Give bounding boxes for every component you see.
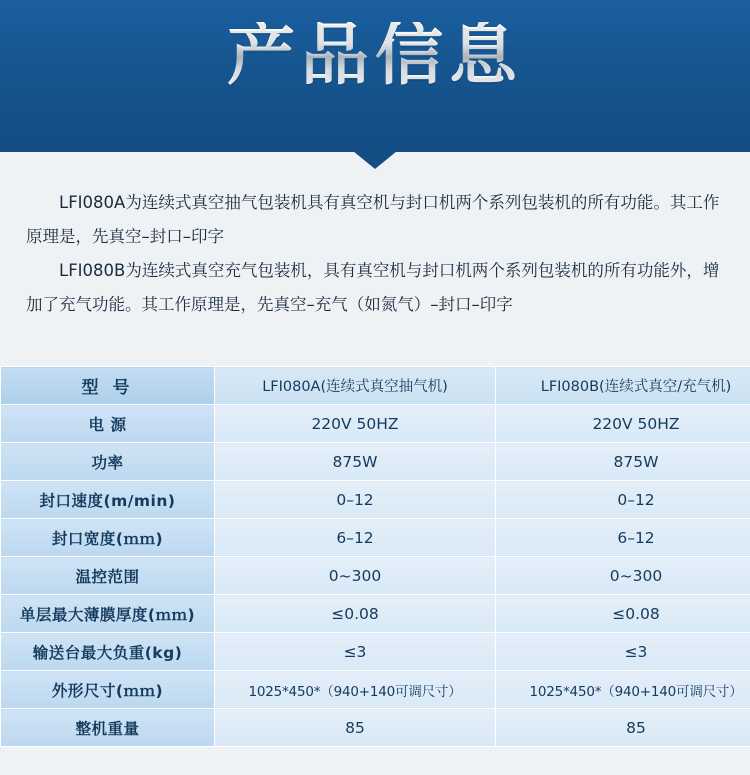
table-row <box>1 557 750 595</box>
spec-label-cell: 单层最大薄膜厚度(ｍｍ) <box>1 595 215 633</box>
spec-value-cell-model-b: 6–12 <box>496 519 750 557</box>
spec-label-cell: 封口宽度(ｍｍ) <box>1 519 215 557</box>
spec-table <box>0 366 750 747</box>
description-paragraph-1: LFI080A为连续式真空抽气包装机具有真空机与封口机两个系列包装机的所有功能。其工作原理是，先真空–封口–印字 <box>26 193 720 246</box>
spec-value-cell-model-b: 0–12 <box>496 481 750 519</box>
spec-label-cell: 外形尺寸(ｍｍ) <box>1 671 215 709</box>
spec-value-cell-model-a: 0–12 <box>215 481 496 519</box>
table-row <box>1 633 750 671</box>
spec-value-cell-model-a: 85 <box>215 709 496 747</box>
spec-value-cell-model-a: LFI080A(连续式真空抽气机) <box>215 367 496 405</box>
header-banner <box>0 0 750 152</box>
spec-label-cell: 电 源 <box>1 405 215 443</box>
spec-value-cell-model-a: ≤3 <box>215 633 496 671</box>
product-description <box>0 152 750 322</box>
spec-value-cell-model-b: ≤3 <box>496 633 750 671</box>
table-row <box>1 367 750 405</box>
spec-value-cell-model-a: 0~300 <box>215 557 496 595</box>
spec-label-cell: 功率 <box>1 443 215 481</box>
spec-value-cell-model-b: 0~300 <box>496 557 750 595</box>
spec-value-cell-model-b: LFI080B(连续式真空/充气机) <box>496 367 750 405</box>
spec-value-cell-model-b: 1025*450*（940+140可调尺寸） <box>496 671 750 709</box>
spec-value-cell-model-a: 875W <box>215 443 496 481</box>
spec-value-cell-model-b: 875W <box>496 443 750 481</box>
description-paragraph-2: LFI080B为连续式真空充气包装机，具有真空机与封口机两个系列包装机的所有功能外，增加了充气功能。其工作原理是，先真空–充气（如氮气）–封口–印字 <box>26 261 720 314</box>
spec-value-cell-model-a: 220V 50HZ <box>215 405 496 443</box>
table-row <box>1 481 750 519</box>
spec-label-cell: 输送台最大负重(kg) <box>1 633 215 671</box>
spec-label-cell: 温控范围 <box>1 557 215 595</box>
spec-label-cell: 整机重量 <box>1 709 215 747</box>
table-row <box>1 443 750 481</box>
spec-value-cell-model-b: 85 <box>496 709 750 747</box>
spec-label-cell: 型 号 <box>1 367 215 405</box>
table-row <box>1 671 750 709</box>
spec-value-cell-model-b: 220V 50HZ <box>496 405 750 443</box>
table-row <box>1 519 750 557</box>
spec-value-cell-model-a: 6–12 <box>215 519 496 557</box>
spec-value-cell-model-a: 1025*450*（940+140可调尺寸） <box>215 671 496 709</box>
spec-table-wrapper <box>0 366 750 747</box>
banner-notch-triangle <box>353 151 397 169</box>
spec-label-cell: 封口速度(m/min) <box>1 481 215 519</box>
table-row <box>1 595 750 633</box>
spec-table-body <box>1 367 750 747</box>
page-title: 产品信息 <box>0 22 750 90</box>
table-row <box>1 405 750 443</box>
spec-value-cell-model-b: ≤0.08 <box>496 595 750 633</box>
table-row <box>1 709 750 747</box>
spec-value-cell-model-a: ≤0.08 <box>215 595 496 633</box>
